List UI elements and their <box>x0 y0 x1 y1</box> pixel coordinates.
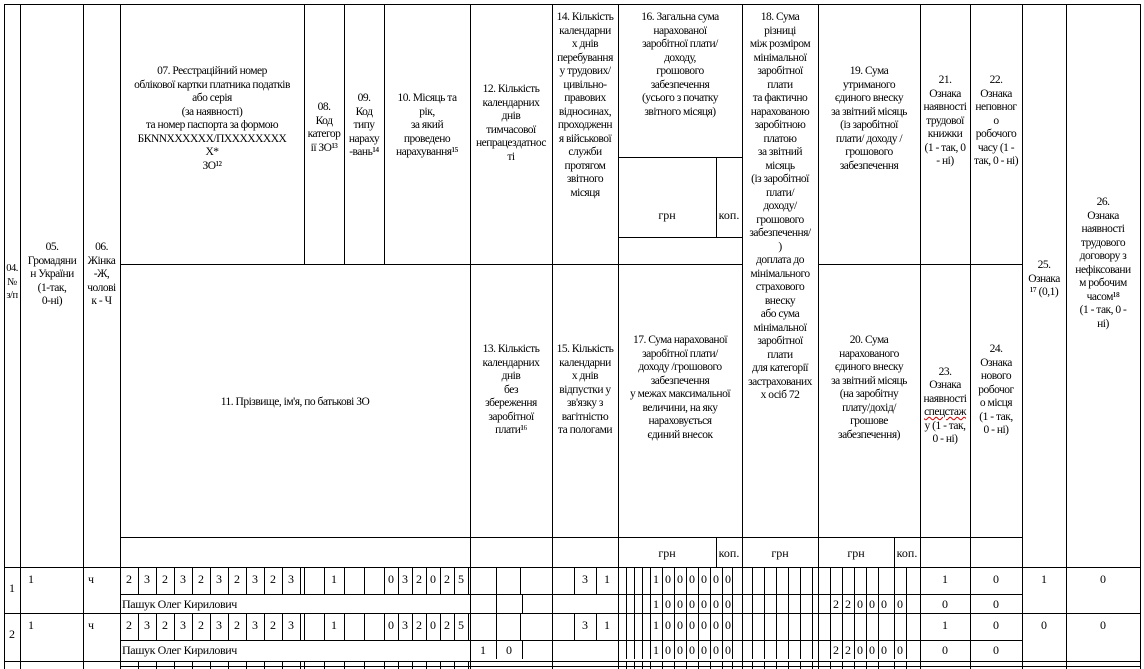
header-citizenship: 05. Громадяни н України (1-так, 0-ні) <box>27 241 77 307</box>
citizenship-value: 1 <box>28 618 34 632</box>
accrued-contribution-digit: 2 <box>833 643 839 657</box>
total-pay-digit: 0 <box>725 618 731 632</box>
total-pay-digit: 0 <box>713 618 719 632</box>
part-time-flag: 0 <box>993 572 999 586</box>
total-pay-digit: 0 <box>677 618 683 632</box>
row-number: 2 <box>9 627 15 641</box>
header-employment-days: 14. Кількість календарни х днів перебування у трудових/ цивільно- правових відносинах, проходженн я військової служби протягом звітного місяця <box>556 11 614 199</box>
accrued-contribution-digit: 0 <box>881 643 887 657</box>
header-maternity-days: 15. Кількість календарни х днів відпустки у зв'язку з вагітністю та пологами <box>556 343 614 436</box>
tax-id-digit: 3 <box>216 618 222 632</box>
flag-25-value: 1 <box>1041 572 1047 586</box>
accrued-contribution-digit: 2 <box>845 597 851 611</box>
month-year-digit: 0 <box>430 618 436 632</box>
total-pay-digit: 0 <box>689 618 695 632</box>
month-year-digit: 0 <box>388 618 394 632</box>
accrued-contribution-digit: 0 <box>857 643 863 657</box>
category-value: 1 <box>331 572 337 586</box>
employee-name: Пашук Олег Кирилович <box>122 597 237 611</box>
header-month-year: 10. Місяць та рік, за який проведено нарахування¹⁵ <box>395 92 459 158</box>
work-book-flag: 1 <box>942 572 948 586</box>
tax-id-digit: 2 <box>198 618 204 632</box>
total-pay-digit: 0 <box>689 572 695 586</box>
header-category: 08. Код категор ії ЗО¹³ <box>307 101 341 154</box>
header-capped-pay: 17. Сума нарахованої заробітної плати/ доходу /грошового забезпечення у межах максимальної величини, на яку нараховується єдиний внесок <box>629 334 731 441</box>
header-unpaid-days: 13. Кількість календарних днів без збереження заробітної плати¹⁶ <box>482 343 540 436</box>
total-pay-digit: 0 <box>665 618 671 632</box>
tax-id-digit: 3 <box>144 618 150 632</box>
capped-pay-digit: 0 <box>701 643 707 657</box>
tax-id-digit: 2 <box>126 572 132 586</box>
tax-id-digit: 2 <box>270 572 276 586</box>
unit-grn-16: грн <box>658 208 676 222</box>
tax-id-digit: 3 <box>288 572 294 586</box>
accrued-contribution-digit: 0 <box>897 643 903 657</box>
header-special-service-underlined: спецстаж <box>924 406 966 418</box>
tax-id-digit: 2 <box>162 618 168 632</box>
employee-name: Пашук Олег Кирилович <box>122 643 237 657</box>
citizenship-value: 1 <box>28 572 34 586</box>
month-year-digit: 2 <box>416 618 422 632</box>
capped-pay-digit: 0 <box>665 597 671 611</box>
header-accrued-contribution: 20. Сума нарахованого єдиного внеску за звітний місяць (на заробітну плату/дохід/ грошове забезпечення) <box>831 334 907 441</box>
month-year-digit: 2 <box>416 572 422 586</box>
capped-pay-digit: 1 <box>653 597 659 611</box>
capped-pay-digit: 0 <box>713 643 719 657</box>
category-value: 1 <box>331 618 337 632</box>
month-year-digit: 3 <box>402 618 408 632</box>
tax-id-digit: 3 <box>252 572 258 586</box>
capped-pay-digit: 0 <box>725 597 731 611</box>
header-new-workplace: 24. Ознака нового робочог о місця (1 - так, 0 - ні) <box>978 343 1014 436</box>
month-year-digit: 0 <box>388 572 394 586</box>
month-year-digit: 2 <box>444 572 450 586</box>
flag-25-value: 0 <box>1041 618 1047 632</box>
unit-grn-18: грн <box>771 546 789 560</box>
unit-kop-20: коп. <box>896 546 918 560</box>
unpaid-days-digit: 0 <box>506 643 512 657</box>
total-pay-digit: 0 <box>677 572 683 586</box>
header-special-service <box>920 352 970 447</box>
header-total-pay: 16. Загальна сума нарахованої заробітної плати/ доходу, грошового забезпечення (усього з початку звітного місяця) <box>641 11 719 118</box>
special-service-flag: 0 <box>942 643 948 657</box>
tax-id-digit: 2 <box>162 572 168 586</box>
total-pay-digit: 0 <box>701 572 707 586</box>
unit-kop-16: коп. <box>718 208 740 222</box>
header-flexible-hours: 26. Ознака наявності трудового договору з нефіксовани м робочим часом¹⁸ (1 - так, 0 - ні) <box>1075 196 1131 330</box>
special-service-flag: 0 <box>942 597 948 611</box>
accrued-contribution-digit: 0 <box>869 643 875 657</box>
header-special-service-title: 23. Ознака наявності <box>923 365 967 405</box>
total-pay-digit: 0 <box>665 572 671 586</box>
capped-pay-digit: 0 <box>677 597 683 611</box>
accrued-contribution-digit: 2 <box>845 643 851 657</box>
new-workplace-flag: 0 <box>993 643 999 657</box>
capped-pay-digit: 1 <box>653 643 659 657</box>
capped-pay-digit: 0 <box>725 643 731 657</box>
tax-id-digit: 3 <box>144 572 150 586</box>
work-book-flag: 1 <box>942 618 948 632</box>
capped-pay-digit: 0 <box>713 597 719 611</box>
gender-value: ч <box>87 618 95 632</box>
capped-pay-digit: 0 <box>701 597 707 611</box>
unit-grn-17: грн <box>658 546 676 560</box>
accrued-contribution-digit: 0 <box>897 597 903 611</box>
total-pay-digit: 0 <box>713 572 719 586</box>
capped-pay-digit: 0 <box>689 597 695 611</box>
tax-id-digit: 2 <box>198 572 204 586</box>
header-flag-25: 25. Ознака ¹⁷ (0,1) <box>1028 259 1060 298</box>
tax-id-digit: 2 <box>234 618 240 632</box>
part-time-flag: 0 <box>993 618 999 632</box>
capped-pay-digit: 0 <box>677 643 683 657</box>
flexible-hours-flag: 0 <box>1100 572 1106 586</box>
row-number: 1 <box>9 581 15 595</box>
gender-value: ч <box>87 572 95 586</box>
employment-days-digit: 1 <box>604 572 610 586</box>
header-gender: 06. Жінка -Ж, чолові к - Ч <box>87 241 116 307</box>
header-disability-days: 12. Кількість календарних днів тимчасової непрацездатнос ті <box>476 83 546 163</box>
accrued-contribution-digit: 2 <box>833 597 839 611</box>
header-full-name: 11. Прізвище, ім'я, по батькові ЗО <box>220 396 370 408</box>
header-withheld-contribution: 19. Сума утриманого єдиного внеску за звітний місяць (із заробітної плати/ доходу / грошового забезпечення <box>831 65 907 172</box>
total-pay-digit: 1 <box>653 572 659 586</box>
header-special-service-tail: у (1 - так, 0 - ні) <box>924 419 966 445</box>
tax-id-digit: 2 <box>126 618 132 632</box>
capped-pay-digit: 0 <box>665 643 671 657</box>
header-tax-id: 07. Реєстраційний номер облікової картки платника податків або серія (за наявності) та номер паспорта за формою БКNNXXXXXX/ПХXXXXXXX X* ЗО¹² <box>134 65 290 172</box>
unit-kop-17: коп. <box>718 546 740 560</box>
tax-id-digit: 3 <box>252 618 258 632</box>
tax-id-digit: 3 <box>216 572 222 586</box>
month-year-digit: 0 <box>430 572 436 586</box>
tax-id-digit: 3 <box>288 618 294 632</box>
employment-days-digit: 3 <box>582 618 588 632</box>
total-pay-digit: 1 <box>653 618 659 632</box>
accrued-contribution-digit: 0 <box>881 597 887 611</box>
total-pay-digit: 0 <box>701 618 707 632</box>
tax-id-digit: 2 <box>234 572 240 586</box>
unpaid-days-digit: 1 <box>480 643 486 657</box>
header-part-time: 22. Ознака неповног о робочого часу (1 - так, 0 - ні) <box>973 74 1019 167</box>
capped-pay-digit: 0 <box>689 643 695 657</box>
unit-grn-20: грн <box>847 546 865 560</box>
tax-id-digit: 3 <box>180 618 186 632</box>
new-workplace-flag: 0 <box>993 597 999 611</box>
month-year-digit: 2 <box>444 618 450 632</box>
tax-id-digit: 3 <box>180 572 186 586</box>
month-year-digit: 5 <box>458 618 464 632</box>
employment-days-digit: 1 <box>604 618 610 632</box>
header-min-wage-difference: 18. Сума різниці між розміром мінімальної заробітної плати та фактично нарахованою заробітною платою за звітний місяць (із заробітної плати/ доходу/ грошового забезпечення/ ) доплата до мінімального страхового внеску або сума мінімальної заробітної плати для категорії застрахованих х осіб 72 <box>748 11 812 401</box>
total-pay-digit: 0 <box>725 572 731 586</box>
accrued-contribution-digit: 0 <box>857 597 863 611</box>
accrued-contribution-digit: 0 <box>869 597 875 611</box>
tax-id-digit: 2 <box>270 618 276 632</box>
header-work-book: 21. Ознака наявності трудової книжки (1 - так, 0 - ні) <box>923 74 967 167</box>
month-year-digit: 3 <box>402 572 408 586</box>
employment-days-digit: 3 <box>582 572 588 586</box>
header-accrual-type: 09. Код типу нараху -вань¹⁴ <box>348 92 380 158</box>
header-row-number: 04. № з/п <box>6 263 18 301</box>
month-year-digit: 5 <box>458 572 464 586</box>
flexible-hours-flag: 0 <box>1100 618 1106 632</box>
